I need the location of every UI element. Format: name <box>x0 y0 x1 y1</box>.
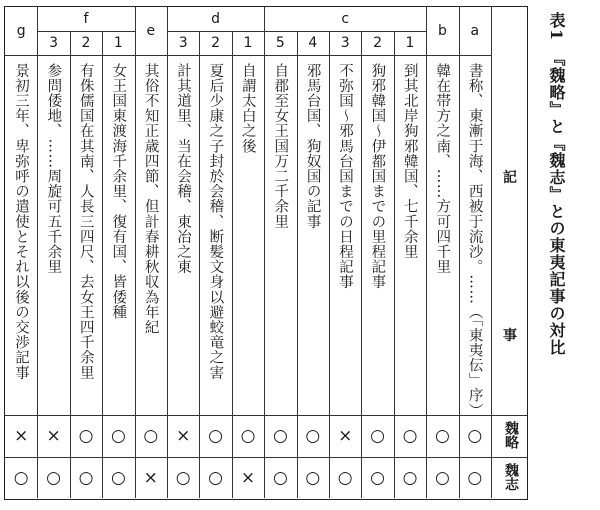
column-divider <box>459 7 460 498</box>
header-gishi: 魏志 <box>503 463 519 491</box>
column-number: 1 <box>243 35 253 51</box>
header-giryaku: 魏略 <box>503 421 519 449</box>
column-divider <box>264 7 265 498</box>
giryaku-mark: ○ <box>402 426 418 446</box>
record-text: 女王国東渡海千余里、復有国、皆倭種 <box>110 63 127 320</box>
row-divider-group-d <box>167 31 264 32</box>
row-divider-group-f <box>37 31 134 32</box>
comparison-table <box>4 6 528 500</box>
record-text: 狗邪韓国〜伊都国までの里程記事 <box>369 63 386 290</box>
giryaku-mark: ○ <box>272 426 288 446</box>
gishi-mark: ○ <box>370 468 385 488</box>
giryaku-mark: ○ <box>208 426 223 446</box>
column-divider <box>135 7 136 498</box>
record-text: 邪馬台国、狗奴国の記事 <box>304 63 321 230</box>
giryaku-mark: ○ <box>467 426 483 446</box>
column-divider <box>491 7 492 498</box>
record-text: 参問倭地、……周旋可五千余里 <box>45 63 62 275</box>
gishi-mark: × <box>143 468 158 488</box>
gishi-mark: ○ <box>272 468 288 488</box>
column-number: 1 <box>405 35 415 51</box>
giryaku-mark: × <box>14 426 29 446</box>
gishi-mark: ○ <box>13 468 29 488</box>
record-text: 夏后少康之子封於会稽、断髪文身以避蛟竜之害 <box>207 63 224 381</box>
column-number: 2 <box>211 35 221 51</box>
column-number: 3 <box>340 35 350 51</box>
row-divider-text <box>5 415 527 416</box>
gishi-mark: ○ <box>208 468 223 488</box>
header-kiji-char-2: 事 <box>503 328 517 344</box>
group-label-f: f <box>83 11 89 27</box>
giryaku-mark: ○ <box>434 426 450 446</box>
column-number: 3 <box>178 35 188 51</box>
row-divider-header <box>5 55 491 56</box>
column-number: 4 <box>308 35 318 51</box>
column-divider <box>167 7 168 498</box>
record-text: 到其北岸狗邪韓国、七千余里 <box>401 63 418 260</box>
gishi-mark: ○ <box>467 468 483 488</box>
gishi-mark: ○ <box>305 468 321 488</box>
group-label-b: b <box>437 23 447 39</box>
row-divider-giryaku <box>5 457 527 458</box>
giryaku-mark: × <box>176 426 191 446</box>
record-text: 書称、東漸于海、西被于流沙。……（「東夷伝」序） <box>466 63 483 419</box>
giryaku-mark: ○ <box>370 426 385 446</box>
record-text: 有侏儒国在其南、人長三四尺、去女王四千余里 <box>77 63 94 381</box>
giryaku-mark: × <box>46 426 61 446</box>
group-label-c: c <box>341 11 350 27</box>
column-divider <box>426 7 427 498</box>
record-text: 自謂太白之後 <box>239 63 256 154</box>
table-caption: 表1 『魏略』と『魏志』との東夷記事の対比 <box>547 12 566 357</box>
gishi-mark: ○ <box>175 468 191 488</box>
giryaku-mark: × <box>338 426 353 446</box>
group-label-d: d <box>211 11 221 27</box>
giryaku-mark: ○ <box>305 426 321 446</box>
gishi-mark: × <box>240 468 256 488</box>
record-text: 景初三年、卑弥呼の遣使とそれ以後の交渉記事 <box>13 63 29 381</box>
gishi-mark: ○ <box>78 468 94 488</box>
record-text: 其俗不知正歳四節、但計春耕秋収為年紀 <box>142 63 159 335</box>
group-label-a: a <box>470 23 480 39</box>
giryaku-mark: ○ <box>143 426 159 446</box>
column-number: 3 <box>49 35 59 51</box>
record-text: 不弥国〜邪馬台国までの日程記事 <box>337 63 353 290</box>
giryaku-mark: ○ <box>110 426 126 446</box>
header-kiji-char-1: 記 <box>503 170 517 186</box>
column-number: 5 <box>275 35 285 51</box>
column-number: 1 <box>113 35 123 51</box>
gishi-mark: ○ <box>402 468 418 488</box>
gishi-mark: ○ <box>434 468 450 488</box>
gishi-mark: ○ <box>337 468 353 488</box>
giryaku-mark: ○ <box>78 426 94 446</box>
record-text: 計其道里、当在会稽、東冶之東 <box>175 63 191 275</box>
group-label-g: g <box>16 23 26 39</box>
row-divider-group-c <box>264 31 426 32</box>
column-number: 2 <box>81 35 91 51</box>
record-text: 自郡至女王国万二千余里 <box>272 63 289 230</box>
group-label-e: e <box>146 23 156 39</box>
record-text: 韓在帯方之南、……方可四千里 <box>434 63 451 275</box>
giryaku-mark: ○ <box>240 426 256 446</box>
gishi-mark: ○ <box>46 468 61 488</box>
column-divider <box>37 7 38 498</box>
column-number: 2 <box>373 35 383 51</box>
gishi-mark: ○ <box>110 468 126 488</box>
